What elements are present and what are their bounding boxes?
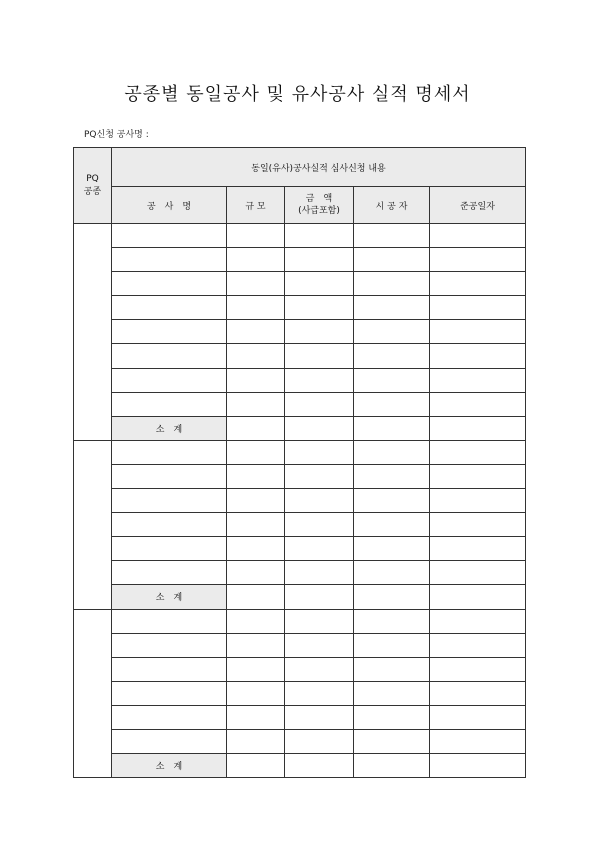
completion-date-cell[interactable]: [430, 513, 526, 537]
amount-cell[interactable]: [285, 320, 354, 344]
project-name-cell[interactable]: [112, 224, 227, 248]
scale-cell[interactable]: [227, 416, 285, 440]
amount-cell[interactable]: [285, 296, 354, 320]
completion-date-cell[interactable]: [430, 392, 526, 416]
subtotal-row: [74, 585, 526, 609]
project-name-cell[interactable]: [112, 537, 227, 561]
contractor-cell[interactable]: [354, 585, 430, 609]
completion-date-cell[interactable]: [430, 609, 526, 633]
contractor-cell[interactable]: [354, 224, 430, 248]
completion-date-cell[interactable]: [430, 537, 526, 561]
project-name-cell[interactable]: [112, 609, 227, 633]
performance-table: [73, 147, 526, 778]
table-row: [74, 537, 526, 561]
pq-type-header: [74, 148, 112, 224]
amount-cell[interactable]: [285, 633, 354, 657]
amount-cell[interactable]: [285, 392, 354, 416]
contractor-cell[interactable]: [354, 489, 430, 513]
table-row: [74, 320, 526, 344]
completion-date-cell[interactable]: [430, 729, 526, 753]
scale-cell[interactable]: [227, 513, 285, 537]
table-row: [74, 633, 526, 657]
completion-date-cell[interactable]: [430, 633, 526, 657]
pq-header-line2: 공종: [83, 186, 102, 197]
contractor-cell[interactable]: [354, 705, 430, 729]
amount-cell[interactable]: [285, 513, 354, 537]
contractor-cell[interactable]: [354, 392, 430, 416]
scale-cell[interactable]: [227, 440, 285, 464]
completion-date-cell[interactable]: [430, 440, 526, 464]
contractor-cell[interactable]: [354, 272, 430, 296]
scale-header: 규 모: [227, 187, 285, 224]
amount-cell[interactable]: [285, 585, 354, 609]
pq-project-name-label: PQ신청 공사명 :: [84, 130, 149, 140]
completion-date-cell[interactable]: [430, 368, 526, 392]
amount-cell[interactable]: [285, 368, 354, 392]
amount-cell[interactable]: [285, 729, 354, 753]
contractor-cell[interactable]: [354, 344, 430, 368]
table-row: [74, 224, 526, 248]
completion-date-cell[interactable]: [430, 681, 526, 705]
scale-cell[interactable]: [227, 657, 285, 681]
contractor-cell[interactable]: [354, 633, 430, 657]
table-row: [74, 464, 526, 488]
table-row: [74, 657, 526, 681]
project-name-cell[interactable]: [112, 344, 227, 368]
amount-cell[interactable]: [285, 464, 354, 488]
contractor-cell[interactable]: [354, 681, 430, 705]
table-row: [74, 296, 526, 320]
project-name-cell[interactable]: [112, 513, 227, 537]
subtotal-label: 소 계: [112, 416, 227, 440]
pq-type-cell[interactable]: [74, 609, 112, 778]
project-name-cell[interactable]: [112, 392, 227, 416]
table-row: [74, 440, 526, 464]
table-row: [74, 368, 526, 392]
project-name-cell[interactable]: [112, 561, 227, 585]
project-name-header: 공 사 명: [112, 187, 227, 224]
scale-cell[interactable]: [227, 537, 285, 561]
amount-cell[interactable]: [285, 440, 354, 464]
completion-date-cell[interactable]: [430, 754, 526, 778]
contractor-cell[interactable]: [354, 537, 430, 561]
table-row: [74, 729, 526, 753]
amount-cell[interactable]: [285, 561, 354, 585]
scale-cell[interactable]: [227, 392, 285, 416]
completion-date-cell[interactable]: [430, 320, 526, 344]
contractor-cell[interactable]: [354, 416, 430, 440]
table-row: [74, 609, 526, 633]
contractor-cell[interactable]: [354, 754, 430, 778]
table-row: [74, 344, 526, 368]
completion-date-cell[interactable]: [430, 224, 526, 248]
contractor-cell[interactable]: [354, 248, 430, 272]
amount-cell[interactable]: [285, 657, 354, 681]
contractor-cell[interactable]: [354, 561, 430, 585]
project-name-cell[interactable]: [112, 657, 227, 681]
scale-cell[interactable]: [227, 633, 285, 657]
scale-cell[interactable]: [227, 320, 285, 344]
table-row: [74, 392, 526, 416]
project-name-cell[interactable]: [112, 248, 227, 272]
scale-cell[interactable]: [227, 609, 285, 633]
subtotal-label: 소 계: [112, 585, 227, 609]
completion-date-cell[interactable]: [430, 344, 526, 368]
scale-cell[interactable]: [227, 224, 285, 248]
completion-date-cell[interactable]: [430, 272, 526, 296]
amount-cell[interactable]: [285, 489, 354, 513]
project-name-cell[interactable]: [112, 729, 227, 753]
scale-cell[interactable]: [227, 368, 285, 392]
amount-cell[interactable]: [285, 344, 354, 368]
table-row: [74, 272, 526, 296]
amount-cell[interactable]: [285, 609, 354, 633]
completion-date-cell[interactable]: [430, 657, 526, 681]
scale-cell[interactable]: [227, 729, 285, 753]
table-row: [74, 513, 526, 537]
scale-cell[interactable]: [227, 296, 285, 320]
subtotal-label: 소 계: [112, 754, 227, 778]
contractor-cell[interactable]: [354, 440, 430, 464]
amount-cell[interactable]: [285, 705, 354, 729]
contractor-cell[interactable]: [354, 513, 430, 537]
contractor-cell[interactable]: [354, 609, 430, 633]
amount-header-line2: (사급포함): [298, 206, 340, 216]
scale-cell[interactable]: [227, 248, 285, 272]
contractor-cell[interactable]: [354, 729, 430, 753]
scale-cell[interactable]: [227, 272, 285, 296]
project-name-cell[interactable]: [112, 368, 227, 392]
contractor-cell[interactable]: [354, 296, 430, 320]
project-name-cell[interactable]: [112, 489, 227, 513]
completion-date-cell[interactable]: [430, 248, 526, 272]
project-name-cell[interactable]: [112, 296, 227, 320]
project-name-cell[interactable]: [112, 464, 227, 488]
amount-cell[interactable]: [285, 248, 354, 272]
contractor-header: 시 공 자: [354, 187, 430, 224]
subtotal-row: [74, 754, 526, 778]
amount-cell[interactable]: [285, 537, 354, 561]
group-header: 동일(유사)공사실적 심사신청 내용: [112, 148, 526, 187]
project-name-cell[interactable]: [112, 320, 227, 344]
amount-cell[interactable]: [285, 416, 354, 440]
table-row: [74, 248, 526, 272]
table-row: [74, 705, 526, 729]
completion-date-cell[interactable]: [430, 705, 526, 729]
amount-cell[interactable]: [285, 754, 354, 778]
scale-cell[interactable]: [227, 464, 285, 488]
table-row: [74, 489, 526, 513]
project-name-cell[interactable]: [112, 440, 227, 464]
amount-cell[interactable]: [285, 681, 354, 705]
contractor-cell[interactable]: [354, 464, 430, 488]
completion-date-cell[interactable]: [430, 416, 526, 440]
scale-cell[interactable]: [227, 489, 285, 513]
table-row: [74, 561, 526, 585]
pq-type-cell[interactable]: [74, 440, 112, 609]
project-name-cell[interactable]: [112, 633, 227, 657]
subtotal-row: [74, 416, 526, 440]
pq-type-cell[interactable]: [74, 224, 112, 441]
completion-date-cell[interactable]: [430, 296, 526, 320]
amount-header: [285, 187, 354, 224]
pq-header-line1: PQ: [86, 173, 99, 184]
scale-cell[interactable]: [227, 561, 285, 585]
table-row: [74, 681, 526, 705]
contractor-cell[interactable]: [354, 320, 430, 344]
scale-cell[interactable]: [227, 705, 285, 729]
amount-cell[interactable]: [285, 224, 354, 248]
scale-cell[interactable]: [227, 754, 285, 778]
scale-cell[interactable]: [227, 681, 285, 705]
scale-cell[interactable]: [227, 344, 285, 368]
completion-date-cell[interactable]: [430, 489, 526, 513]
scale-cell[interactable]: [227, 585, 285, 609]
contractor-cell[interactable]: [354, 657, 430, 681]
contractor-cell[interactable]: [354, 368, 430, 392]
completion-date-cell[interactable]: [430, 464, 526, 488]
project-name-cell[interactable]: [112, 705, 227, 729]
amount-header-line1: 금 액: [305, 194, 333, 204]
amount-cell[interactable]: [285, 272, 354, 296]
completion-date-cell[interactable]: [430, 585, 526, 609]
project-name-cell[interactable]: [112, 681, 227, 705]
completion-date-cell[interactable]: [430, 561, 526, 585]
completion-date-header: 준공일자: [430, 187, 526, 224]
project-name-cell[interactable]: [112, 272, 227, 296]
page-title: 공종별 동일공사 및 유사공사 실적 명세서: [124, 84, 471, 105]
